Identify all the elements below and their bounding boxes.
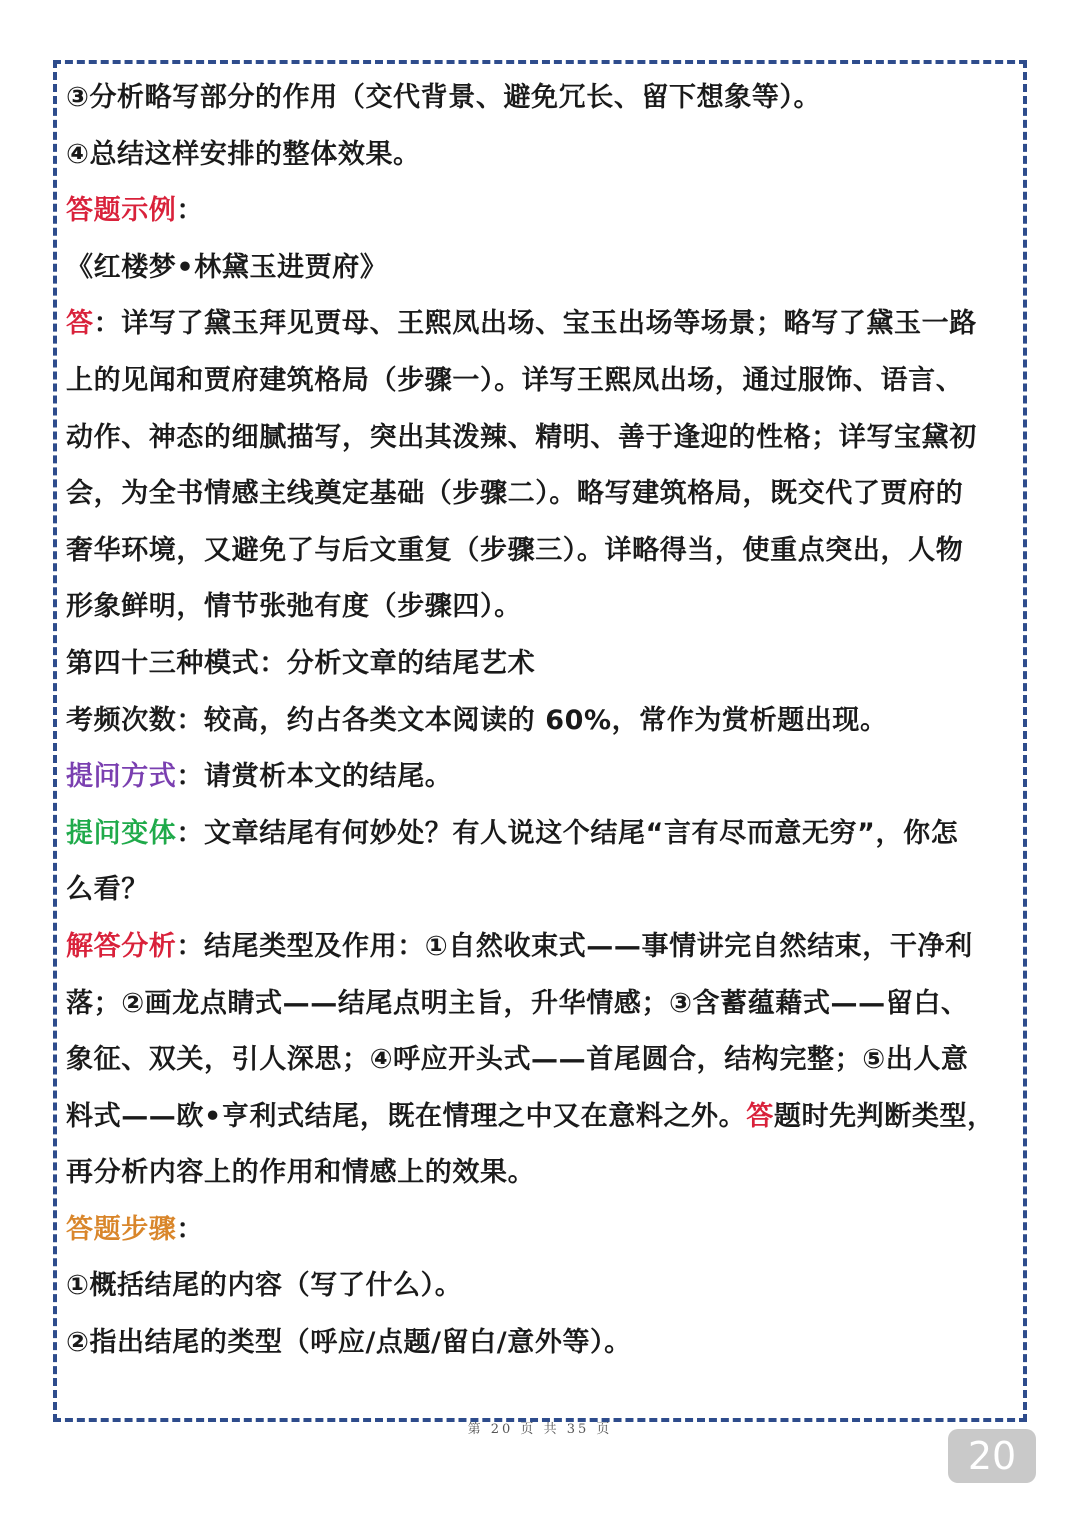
example-title: 《红楼梦•林黛玉进贾府》 <box>66 251 388 283</box>
text-line <box>66 862 1016 919</box>
analysis-text: 料式——欧•亨利式结尾，既在情理之中又在意料之外。 <box>66 1100 747 1132</box>
step-3-text: ③分析略写部分的作用（交代背景、避免冗长、留下想象等）。 <box>66 82 822 113</box>
text-line <box>66 1032 1016 1089</box>
text-line <box>66 183 1016 240</box>
question-format-text: ：请赏析本文的结尾。 <box>176 761 453 793</box>
analysis-label: 解答分析 <box>66 930 177 962</box>
analysis-text: 再分析内容上的作用和情感上的效果。 <box>66 1157 536 1189</box>
document-body <box>66 70 1016 1372</box>
page-number-badge: 20 <box>948 1429 1036 1483</box>
text-line <box>66 976 1016 1033</box>
answer-text: 会，为全书情感主线奠定基础（步骤二）。略写建筑格局，既交代了贾府的 <box>66 478 964 510</box>
text-line <box>66 1258 1016 1315</box>
analysis-text: ：结尾类型及作用：①自然收束式——事情讲完自然结束，干净利 <box>176 930 973 962</box>
steps-heading: 答题步骤 <box>66 1213 177 1245</box>
step-1-text: ①概括结尾的内容（写了什么）。 <box>66 1270 463 1302</box>
text-line <box>66 523 1016 580</box>
answer-text: 形象鲜明，情节张弛有度（步骤四）。 <box>66 591 522 623</box>
text-line <box>66 636 1016 693</box>
text-line <box>66 579 1016 636</box>
text-line <box>66 466 1016 523</box>
text-line <box>66 749 1016 806</box>
step-2-text: ②指出结尾的类型（呼应/点题/留白/意外等）。 <box>66 1327 632 1359</box>
text-line <box>66 410 1016 467</box>
question-format-label: 提问方式 <box>66 761 177 793</box>
example-heading: 答题示例 <box>66 195 177 227</box>
text-line <box>66 240 1016 297</box>
step-4-text: ④总结这样安排的整体效果。 <box>66 138 421 170</box>
text-line <box>66 1145 1016 1202</box>
answer-text: 上的见闻和贾府建筑格局（步骤一）。详写王熙凤出场，通过服饰、语言、 <box>66 364 964 396</box>
text-line <box>66 806 1016 863</box>
answer-text: 动作、神态的细腻描写，突出其泼辣、精明、善于逢迎的性格；详写宝黛初 <box>66 421 977 453</box>
text-line <box>66 70 1016 127</box>
answer-text: 奢华环境，又避免了与后文重复（步骤三）。详略得当，使重点突出，人物 <box>66 534 964 566</box>
answer-highlight: 答 <box>746 1100 774 1132</box>
page-footer: 第 20 页 共 35 页 <box>467 1422 613 1437</box>
text-line <box>66 1315 1016 1372</box>
answer-label: 答 <box>66 308 94 340</box>
text-line <box>66 1089 1016 1146</box>
text-line <box>66 127 1016 184</box>
question-variant-label: 提问变体 <box>66 817 177 849</box>
analysis-text: 落；②画龙点睛式——结尾点明主旨，升华情感；③含蓄蕴藉式——留白、 <box>66 987 969 1019</box>
answer-text: ：详写了黛玉拜见贾母、王熙凤出场、宝玉出场等场景；略写了黛玉一路 <box>93 308 977 340</box>
text-line <box>66 1202 1016 1259</box>
question-variant-text: 么看？ <box>66 874 149 906</box>
text-line <box>66 919 1016 976</box>
text-line <box>66 353 1016 410</box>
text-line <box>66 296 1016 353</box>
heading-colon: ： <box>176 1213 205 1245</box>
question-variant-text: ：文章结尾有何妙处？有人说这个结尾“言有尽而意无穷”，你怎 <box>176 817 959 849</box>
heading-colon: ： <box>176 195 205 227</box>
analysis-text: 题时先判断类型， <box>773 1100 995 1132</box>
frequency-text: 考频次数：较高，约占各类文本阅读的 60%，常作为赏析题出现。 <box>66 704 888 736</box>
analysis-text: 象征、双关，引人深思；④呼应开头式——首尾圆合，结构完整；⑤出人意 <box>66 1044 969 1076</box>
text-line <box>66 693 1016 750</box>
pattern-heading: 第四十三种模式：分析文章的结尾艺术 <box>66 647 536 679</box>
